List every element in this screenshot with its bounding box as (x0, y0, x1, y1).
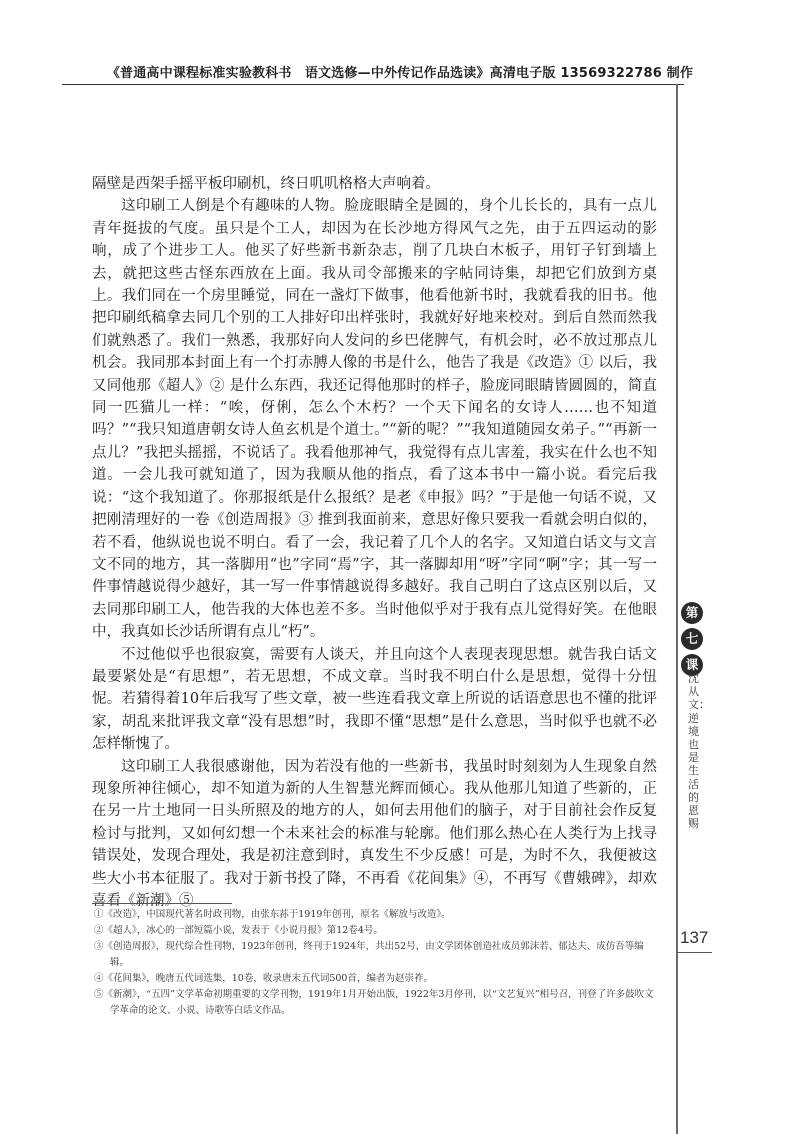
paragraph: 不过他似乎也很寂寞，需要有人谈天，并且向这个人表现表现思想。就告我白话文最要紧处是“有思想”，若无思想，不成文章。当时我不明白什么是思想，觉得十分忸怩。若猜得着10年后我写了些文章，被一些连看我文章上所说的话语意思也不懂的批评家，胡乱来批评我文章“没有思想”时，我即不懂“思想”是什么意思，当时似乎也就不必怎样惭愧了。 (92, 646, 657, 753)
footnote-1: ①《改造》，中国现代著名时政刊物，由张东荪于1919年创刊，原名《解放与改造》。 (94, 909, 451, 920)
body-text (92, 173, 657, 912)
chapter-char: 七 (681, 628, 703, 650)
chapter-char: 第 (681, 602, 703, 624)
page-header: 《普通高中课程标准实验教科书 语文选修—中外传记作品选读》高清电子版 13569322786 制作 (106, 66, 694, 81)
paragraph: 隔壁是西架手摇平板印刷机，终日叽叽格格大声响着。 (92, 176, 440, 192)
chapter-badge (677, 602, 707, 680)
header-rule (62, 84, 684, 85)
lesson-title: 沈从文：逆境也是生活的恩赐 (688, 672, 710, 831)
footnote-5: ⑤《新潮》，“五四”文学革命初期重要的文学刊物，1919年1月开始出版，1922年3月停刊，以“文艺复兴”相号召，刊登了许多鼓吹文学革命的论文、小说、诗歌等白话文作品。 (94, 989, 654, 1016)
page-number: 137 (680, 928, 709, 947)
page-number-rule (677, 952, 712, 953)
footnote-2: ②《超人》，冰心的一部短篇小说，发表于《小说月报》第12卷4号。 (94, 925, 383, 936)
footnote-3: ③《创造周报》，现代综合性刊物，1923年创刊，终刊于1924年，共出52号，由文学团体创造社成员郭沫若、郁达夫、成仿吾等编辑。 (94, 941, 644, 968)
footnotes (92, 907, 657, 1019)
chapter-char: 课 (681, 654, 703, 676)
footnote-rule (92, 903, 232, 904)
paragraph: 这印刷工人倒是个有趣味的人物。脸庞眼睛全是圆的，身个儿长长的，具有一点儿青年挺拔的气度。虽只是个工人，却因为在长沙地方得风气之先，由于五四运动的影响，成了个进步工人。他买了好些新书新杂志，削了几块白木板子，用钉子钉到墙上去，就把这些古怪东西放在上面。我从司令部搬来的字帖同诗集，却把它们放到方桌上。我们同在一个房里睡觉，同在一盏灯下做事，他看他新书时，我就看我的旧书。他把印刷纸稿拿去同几个别的工人排好印出样张时，我就好好地来校对。到后自然而然我们就熟悉了。我们一熟悉，我那好向人发问的乡巴佬脾气，有机会时，必不放过那点儿机会。我同那本封面上有一个打赤膊人像的书是什么，他告了我是《改造》① 以后，我又同他那《超人》② 是什么东西，我还记得他那时的样子，脸庞同眼睛皆圆圆的，简直同一匹猫儿一样：“唉，伢俐，怎么个木朽？一个天下闻名的女诗人……也不知道吗？”“我只知道唐朝女诗人鱼玄机是个道士。”“新的呢？”“我知道随园女弟子。”“再新一点儿？”我把头摇摇，不说话了。我看他那神气，我觉得有点儿害羞，我实在什么也不知道。一会儿我可就知道了，因为我顺从他的指点，看了这本书中一篇小说。看完后我说：“这个我知道了。你那报纸是什么报纸？是老《申报》吗？”于是他一句话不说，又把刚清理好的一卷《创造周报》③ 推到我面前来，意思好像只要我一看就会明白似的，若不看，他纵说也说不明白。看了一会，我记着了几个人的名字。又知道白话文与文言文不同的地方，其一落脚用“也”字同“焉”字，其一落脚却用“呀”字同“啊”字；其一写一件事情越说得少越好，其一写一件事情越说得多越好。我自己明白了这点区别以后，又去同那印刷工人，他告我的大体也差不多。当时他似乎对于我有点儿觉得好笑。在他眼中，我真如长沙话所谓有点儿“朽”。 (92, 198, 657, 641)
footnote-4: ④《花间集》，晚唐五代词选集，10卷，收录唐末五代词500首，编者为赵崇祚。 (94, 973, 433, 984)
paragraph: 这印刷工人我很感谢他，因为若没有他的一些新书，我虽时时刻刻为人生现象自然现象所神往倾心，却不知道为新的人生智慧光辉而倾心。我从他那儿知道了些新的，正在另一片土地同一日头所照及的地方的人，如何去用他们的脑子，对于目前社会作反复检讨与批判，又如何幻想一个未来社会的标准与轮廓。他们那么热心在人类行为上找寻错误处，发现合理处，我是初注意到时，真发生不少反感！可是，为时不久，我便被这些大小书本征服了。我对于新书投了降，不再看《花间集》④，不再写《曹娥碑》，却欢喜看《新潮》⑤ (92, 758, 657, 909)
